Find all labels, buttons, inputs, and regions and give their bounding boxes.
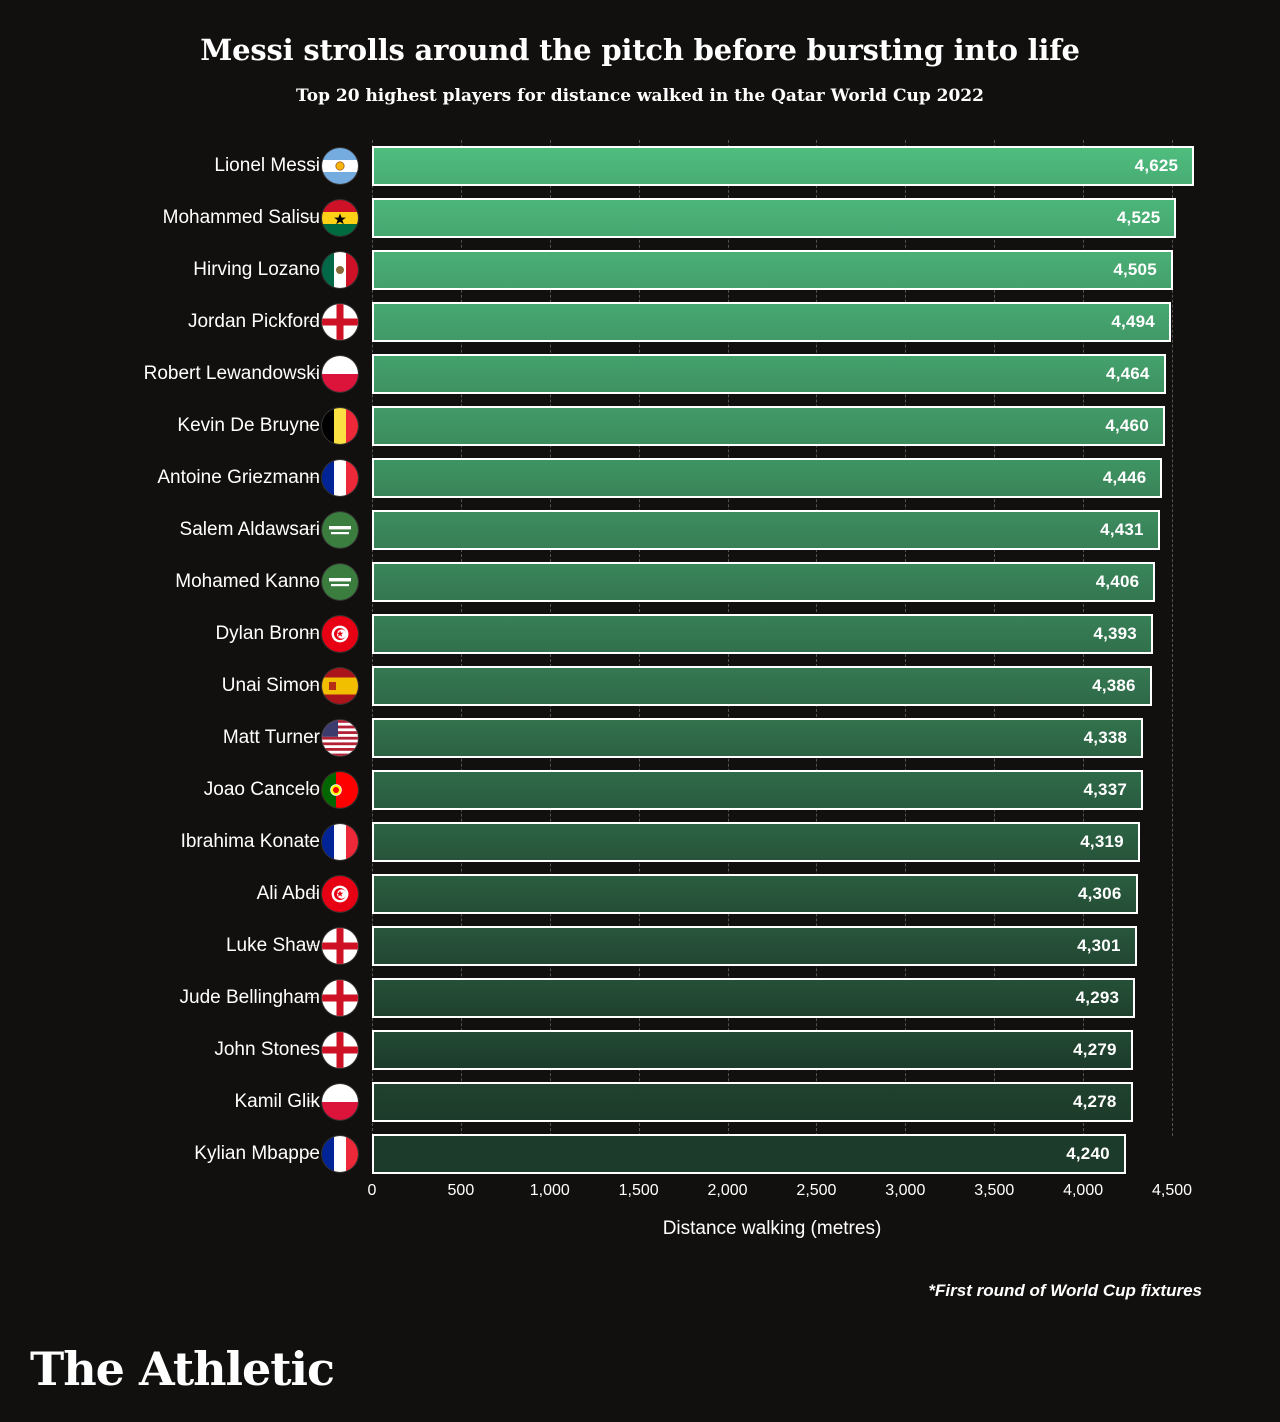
x-axis-tick-label: 3,500 — [974, 1182, 1015, 1199]
player-name-label: Ibrahima Konate — [180, 831, 320, 852]
bar — [372, 302, 1171, 342]
axis-tick-mark — [308, 477, 317, 478]
flag-icon-belgium — [322, 408, 358, 444]
x-axis-tick-label: 4,500 — [1151, 1182, 1193, 1199]
table-row — [0, 400, 1280, 452]
bar-value-label: 4,240 — [1066, 1144, 1110, 1163]
flag-icon-saudi-arabia — [322, 512, 358, 548]
player-name-label: Matt Turner — [222, 727, 320, 748]
player-name-label: Kylian Mbappe — [194, 1143, 320, 1164]
page-title: Messi strolls around the pitch before bursting into life — [200, 33, 1080, 67]
bar — [372, 614, 1153, 654]
bar — [372, 406, 1165, 446]
bar-value-label: 4,306 — [1077, 884, 1122, 903]
player-name-label: Luke Shaw — [225, 935, 320, 956]
x-axis-tick-label: 4,000 — [1063, 1182, 1104, 1199]
table-row — [0, 192, 1280, 244]
x-axis-label: Distance walking (metres) — [662, 1218, 882, 1239]
flag-icon-portugal — [322, 772, 358, 808]
axis-tick-mark — [308, 269, 317, 270]
player-name-label: Unai Simon — [221, 675, 320, 696]
axis-tick-mark — [308, 633, 317, 634]
bar — [372, 926, 1137, 966]
flag-icon-tunisia — [322, 616, 358, 652]
flag-icon-tunisia — [322, 876, 358, 912]
flag-icon-poland — [322, 356, 358, 392]
player-name-label: Antoine Griezmann — [157, 467, 320, 488]
bar — [372, 1082, 1133, 1122]
bar-value-label: 4,460 — [1105, 416, 1149, 435]
axis-tick-mark — [308, 321, 317, 322]
flag-icon-france — [322, 460, 358, 496]
axis-tick-mark — [308, 789, 317, 790]
table-row — [0, 1128, 1280, 1180]
flag-icon-ghana — [322, 200, 358, 236]
bar — [372, 822, 1140, 862]
bar-value-label: 4,446 — [1102, 468, 1147, 487]
table-row — [0, 296, 1280, 348]
table-row — [0, 1024, 1280, 1076]
bar-rows — [0, 140, 1280, 1180]
flag-icon-france — [322, 1136, 358, 1172]
table-row — [0, 660, 1280, 712]
bar — [372, 354, 1166, 394]
flag-icon-poland — [322, 1084, 358, 1120]
player-name-label: Kevin De Bruyne — [177, 415, 320, 436]
bar — [372, 770, 1143, 810]
player-name-label: Jude Bellingham — [179, 987, 320, 1008]
player-name-label: Salem Aldawsari — [179, 519, 320, 540]
flag-icon-england — [322, 928, 358, 964]
footnote: *First round of World Cup fixtures — [928, 1281, 1202, 1300]
flag-icon-usa — [322, 720, 358, 756]
bar-value-label: 4,278 — [1072, 1092, 1117, 1111]
table-row — [0, 1076, 1280, 1128]
bar-value-label: 4,386 — [1092, 676, 1136, 695]
player-name-label: Robert Lewandowski — [143, 363, 320, 384]
bar — [372, 874, 1138, 914]
flag-icon-france — [322, 824, 358, 860]
bar — [372, 718, 1143, 758]
bar-value-label: 4,505 — [1113, 260, 1157, 279]
x-axis-tick-label: 2,000 — [707, 1182, 748, 1199]
player-name-label: Kamil Glik — [234, 1091, 320, 1112]
bar-value-label: 4,301 — [1077, 936, 1121, 955]
axis-tick-mark — [308, 1153, 317, 1154]
axis-tick-mark — [308, 1101, 317, 1102]
axis-tick-mark — [308, 1049, 317, 1050]
flag-icon-saudi-arabia — [322, 564, 358, 600]
table-row — [0, 556, 1280, 608]
table-row — [0, 452, 1280, 504]
axis-tick-mark — [308, 945, 317, 946]
bar — [372, 1030, 1133, 1070]
bar-value-label: 4,494 — [1111, 312, 1155, 331]
x-axis-tick-label: 3,000 — [885, 1182, 926, 1199]
player-name-label: Jordan Pickford — [187, 311, 320, 332]
bar-value-label: 4,338 — [1083, 728, 1128, 747]
table-row — [0, 816, 1280, 868]
bar-chart — [0, 140, 1280, 1180]
bar-value-label: 4,406 — [1095, 572, 1140, 591]
bar-value-label: 4,337 — [1083, 780, 1128, 799]
flag-icon-spain — [322, 668, 358, 704]
bar — [372, 198, 1176, 238]
flag-icon-mexico — [322, 252, 358, 288]
axis-tick-mark — [308, 529, 317, 530]
axis-tick-mark — [308, 165, 317, 166]
player-name-label: Mohamed Kanno — [175, 571, 320, 592]
x-axis — [367, 1182, 1193, 1212]
table-row — [0, 608, 1280, 660]
axis-tick-mark — [308, 581, 317, 582]
axis-tick-mark — [308, 685, 317, 686]
bar — [372, 510, 1160, 550]
bar-value-label: 4,625 — [1134, 156, 1179, 175]
x-axis-tick-label: 2,500 — [796, 1182, 837, 1199]
bar-value-label: 4,525 — [1116, 208, 1161, 227]
axis-tick-mark — [308, 373, 317, 374]
axis-tick-mark — [308, 217, 317, 218]
player-name-label: Joao Cancelo — [203, 779, 320, 800]
x-axis-tick-label: 1,000 — [529, 1182, 570, 1199]
flag-icon-england — [322, 304, 358, 340]
brand-logo: The Athletic — [30, 1342, 335, 1396]
axis-tick-mark — [308, 997, 317, 998]
table-row — [0, 920, 1280, 972]
axis-tick-mark — [308, 737, 317, 738]
page-subtitle: Top 20 highest players for distance walked in the Qatar World Cup 2022 — [296, 86, 984, 106]
bar — [372, 1134, 1126, 1174]
table-row — [0, 348, 1280, 400]
bar — [372, 562, 1155, 602]
flag-icon-england — [322, 1032, 358, 1068]
table-row — [0, 504, 1280, 556]
bar-value-label: 4,464 — [1106, 364, 1150, 383]
bar-value-label: 4,279 — [1073, 1040, 1117, 1059]
bar — [372, 250, 1173, 290]
table-row — [0, 140, 1280, 192]
bar — [372, 978, 1135, 1018]
player-name-label: Dylan Bronn — [215, 623, 320, 644]
bar — [372, 666, 1152, 706]
flag-icon-england — [322, 980, 358, 1016]
table-row — [0, 244, 1280, 296]
bar-value-label: 4,319 — [1080, 832, 1124, 851]
bar — [372, 458, 1162, 498]
bar-value-label: 4,431 — [1100, 520, 1144, 539]
player-name-label: Mohammed Salisu — [162, 207, 320, 228]
axis-tick-mark — [308, 841, 317, 842]
x-axis-tick-label: 500 — [447, 1182, 475, 1199]
table-row — [0, 764, 1280, 816]
player-name-label: Lionel Messi — [214, 155, 320, 176]
bar-value-label: 4,293 — [1075, 988, 1120, 1007]
x-axis-tick-label: 0 — [367, 1182, 377, 1199]
table-row — [0, 712, 1280, 764]
axis-tick-mark — [308, 425, 317, 426]
bar — [372, 146, 1194, 186]
table-row — [0, 868, 1280, 920]
flag-icon-argentina — [322, 148, 358, 184]
x-axis-tick-label: 1,500 — [618, 1182, 659, 1199]
axis-tick-mark — [308, 893, 317, 894]
player-name-label: John Stones — [214, 1039, 320, 1060]
table-row — [0, 972, 1280, 1024]
bar-value-label: 4,393 — [1093, 624, 1137, 643]
player-name-label: Hirving Lozano — [193, 259, 320, 280]
player-name-label: Ali Abdi — [256, 883, 320, 904]
